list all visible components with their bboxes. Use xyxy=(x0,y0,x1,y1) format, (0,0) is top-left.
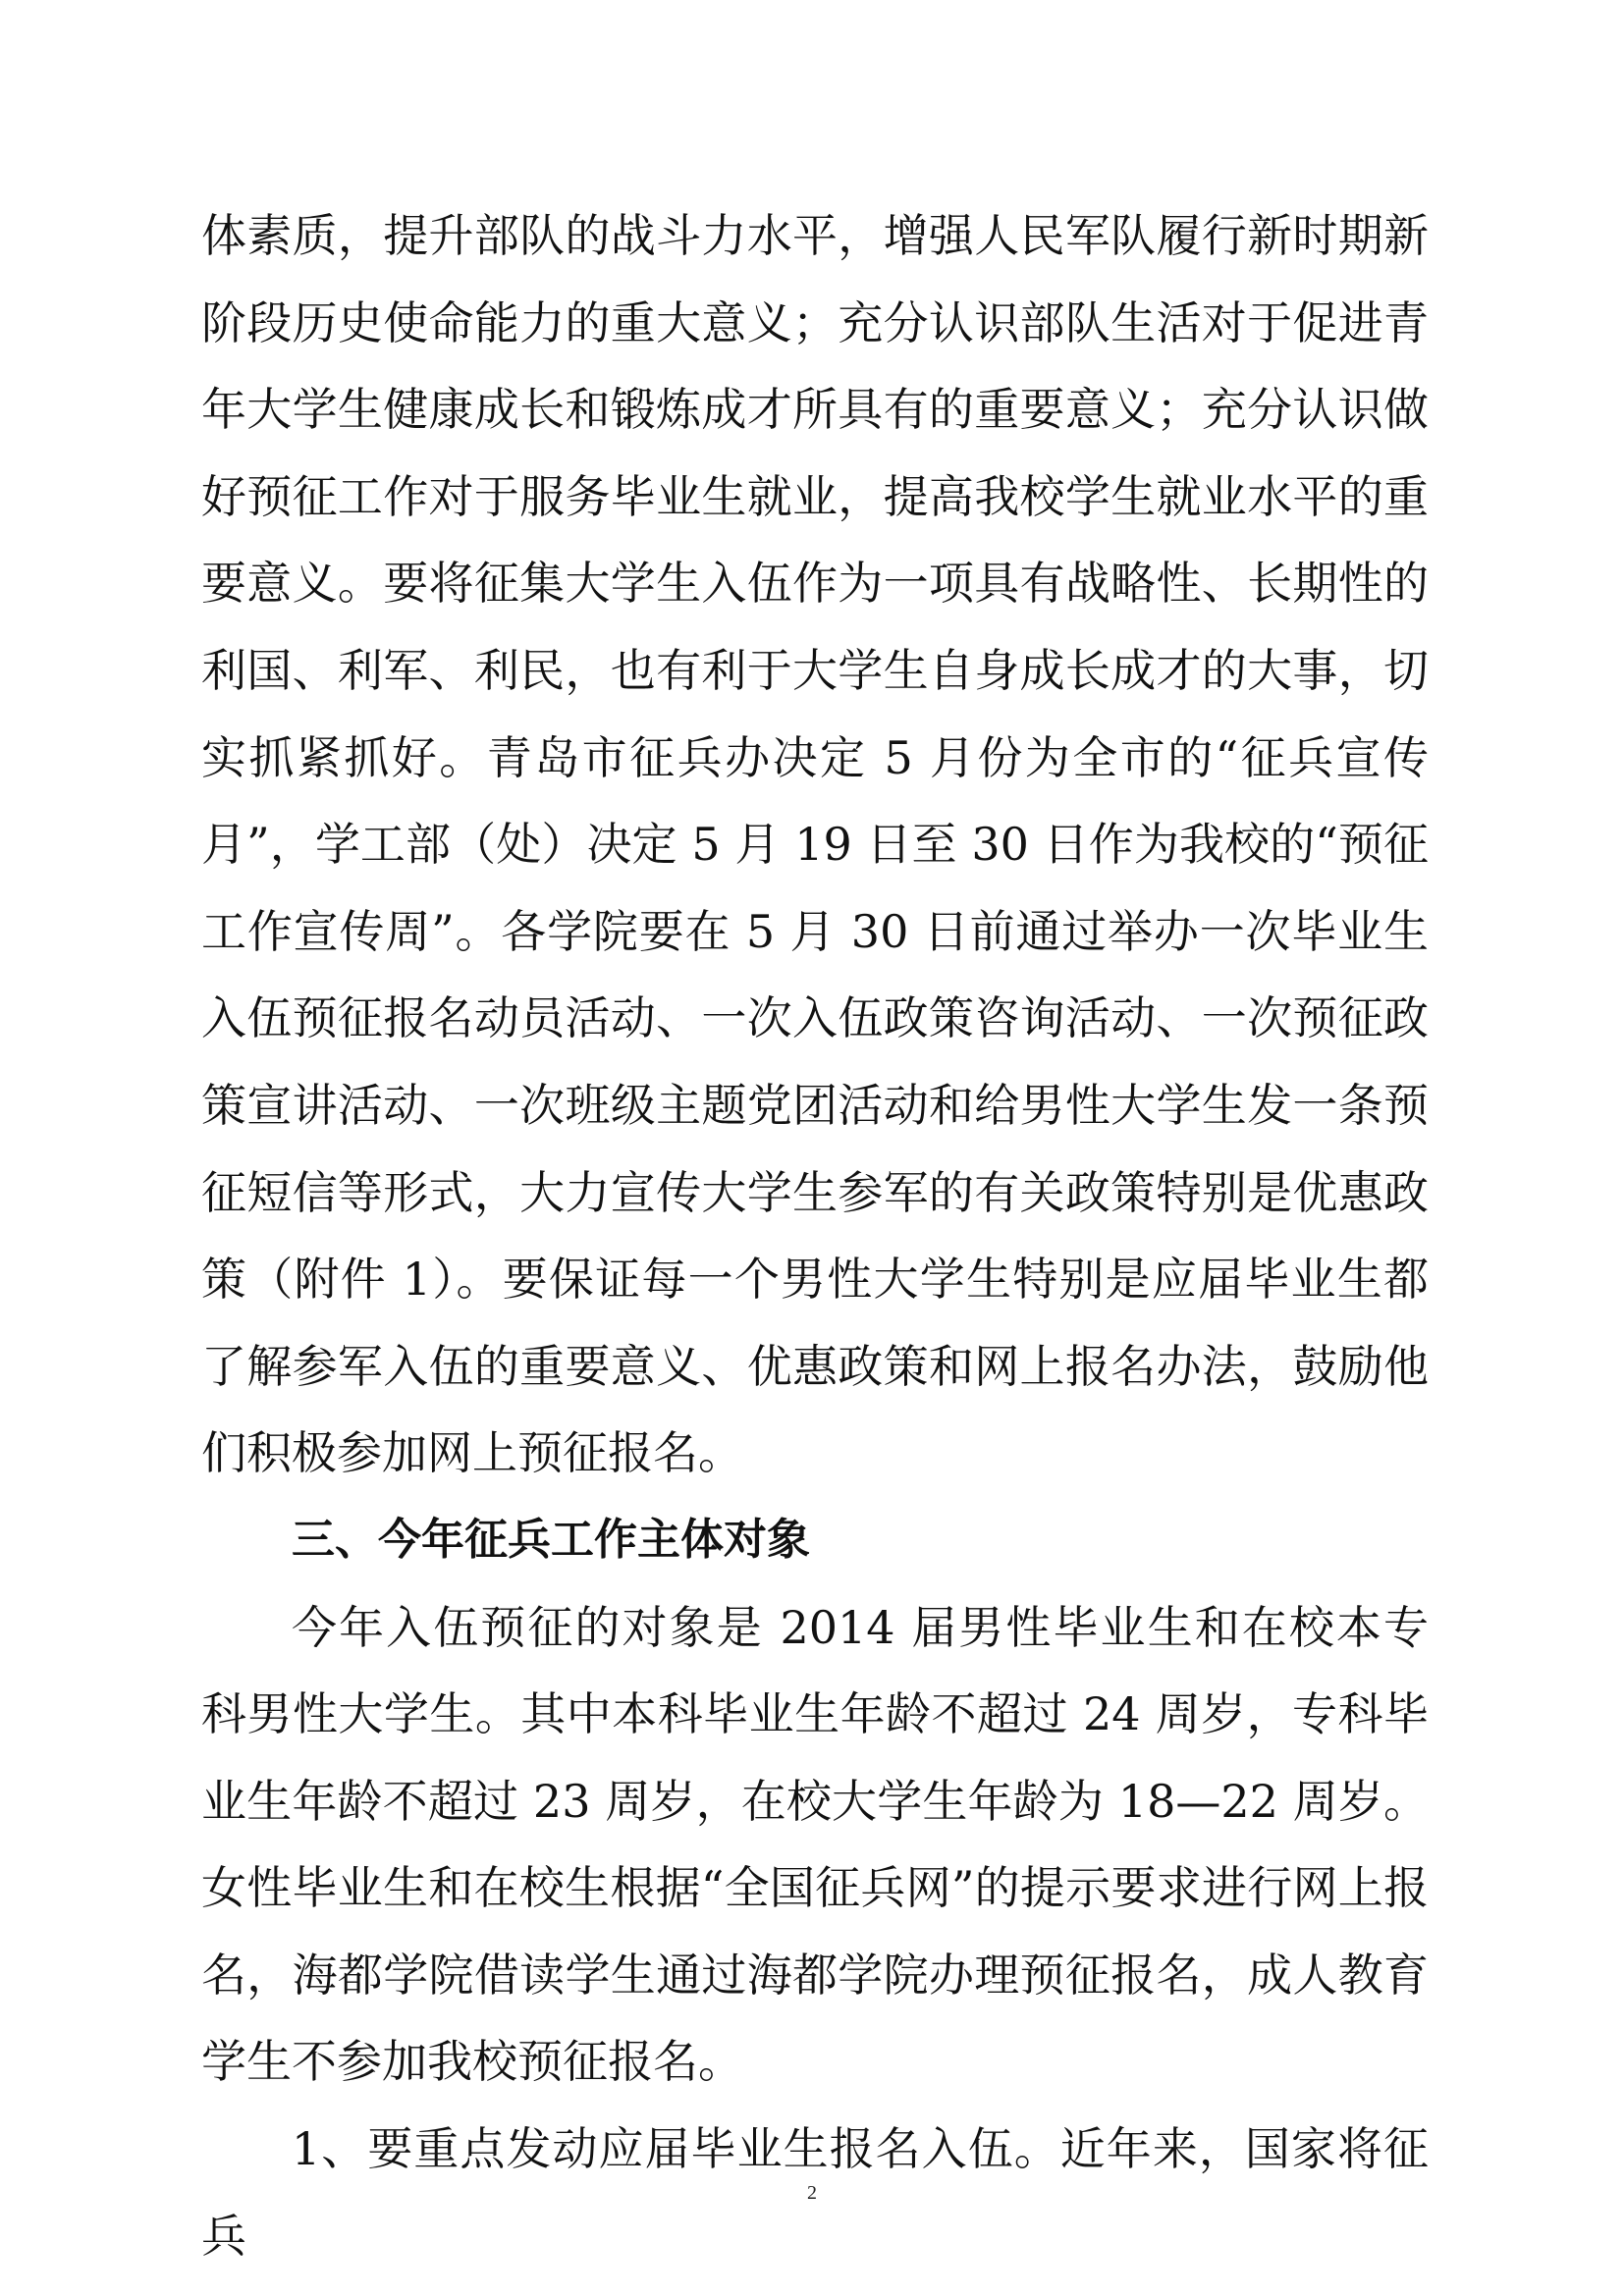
page-number: 2 xyxy=(807,2182,817,2204)
paragraph-item-one: 1、要重点发动应届毕业生报名入伍。近年来，国家将征兵 xyxy=(201,2122,1429,2263)
paragraph-recruitment-targets: 今年入伍预征的对象是 2014 届男性毕业生和在校本专科男性大学生。其中本科毕业生年龄不超过 24 周岁，专科毕业生年龄不超过 23 周岁，在校大学生年龄为 18—22 周岁。女性毕业生和在校生根据“全国征兵网”的提示要求进行网上报名，海都学院借读学生通过海都学院办理预征报名，成人教育学生不参加我校预征报名。 xyxy=(201,1600,1429,2089)
page-body xyxy=(201,192,1429,2279)
section-heading-three: 三、今年征兵工作主体对象 xyxy=(292,1514,810,1565)
paragraph-continuation: 体素质，提升部队的战斗力水平，增强人民军队履行新时期新阶段历史使命能力的重大意义；充分认识部队生活对于促进青年大学生健康成长和锻炼成才所具有的重要意义；充分认识做好预征工作对于服务毕业生就业，提高我校学生就业水平的重要意义。要将征集大学生入伍作为一项具有战略性、长期性的利国、利军、利民，也有利于大学生自身成长成才的大事，切实抓紧抓好。青岛市征兵办决定 5 月份为全市的“征兵宣传月”，学工部（处）决定 5 月 19 日至 30 日作为我校的“预征工作宣传周”。各学院要在 5 月 30 日前通过举办一次毕业生入伍预征报名动员活动、一次入伍政策咨询活动、一次预征政策宣讲活动、一次班级主题党团活动和给男性大学生发一条预征短信等形式，大力宣传大学生参军的有关政策特别是优惠政策（附件 1）。要保证每一个男性大学生特别是应届毕业生都了解参军入伍的重要意义、优惠政策和网上报名办法，鼓励他们积极参加网上预征报名。 xyxy=(201,209,1429,1480)
